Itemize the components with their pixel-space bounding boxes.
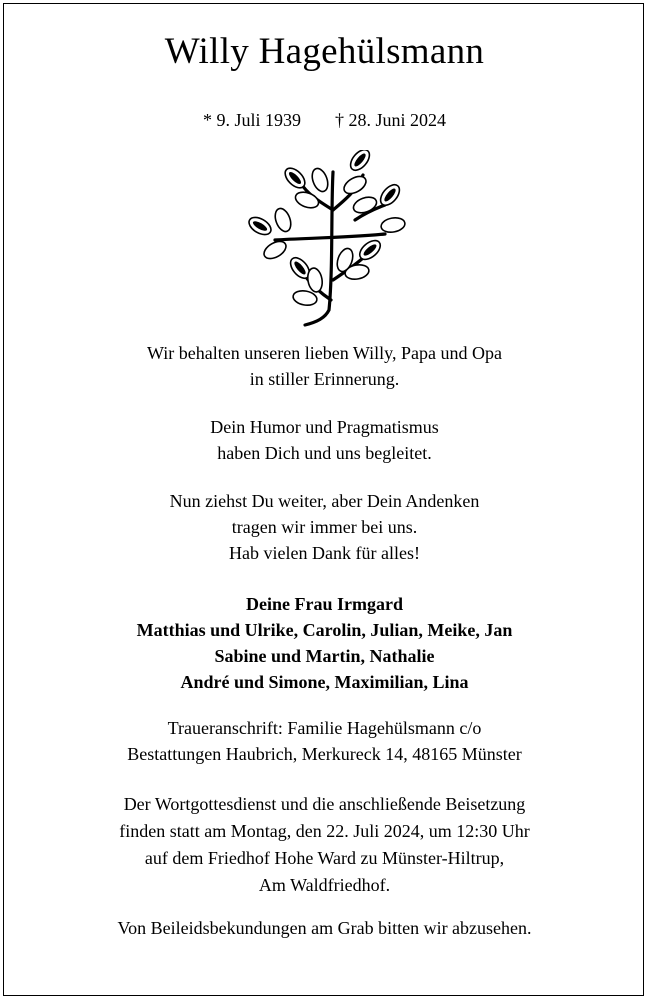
deceased-name: Willy Hagehülsmann <box>164 31 485 72</box>
poem-line: Wir behalten unseren lieben Willy, Papa und Opa <box>147 343 502 363</box>
humor-text <box>0 414 649 466</box>
birth-date: * 9. Juli 1939 <box>202 110 301 130</box>
poem-line: Nun ziehst Du weiter, aber Dein Andenken <box>169 491 480 511</box>
farewell-text <box>0 488 649 566</box>
service-line: auf dem Friedhof Hohe Ward zu Münster-Hiltrup, <box>144 848 505 868</box>
poem-line: tragen wir immer bei uns. <box>231 517 418 537</box>
remembrance-text <box>0 340 649 392</box>
leafy-cross-icon <box>245 150 415 330</box>
poem-line: Hab vielen Dank für alles! <box>229 543 420 563</box>
family-line: Matthias und Ulrike, Carolin, Julian, Meike, Jan <box>136 620 513 640</box>
family-line: Deine Frau Irmgard <box>246 594 403 614</box>
life-dates <box>0 110 649 131</box>
poem-line: Dein Humor und Pragmatismus <box>210 417 439 437</box>
family-line: André und Simone, Maximilian, Lina <box>180 672 469 692</box>
death-date: † 28. Juni 2024 <box>335 110 447 130</box>
family-line: Sabine und Martin, Nathalie <box>214 646 435 666</box>
service-line: Der Wortgottesdienst und die anschließende Beisetzung <box>123 794 526 814</box>
service-details <box>0 791 649 899</box>
address-line: Bestattungen Haubrich, Merkureck 14, 48165 Münster <box>127 744 522 764</box>
service-line: Am Waldfriedhof. <box>258 875 391 895</box>
closing-note: Von Beileidsbekundungen am Grab bitten wir abzusehen. <box>117 918 532 938</box>
address-line: Traueranschrift: Familie Hagehülsmann c/o <box>167 718 482 738</box>
poem-line: in stiller Erinnerung. <box>249 369 400 389</box>
mourning-address <box>0 715 649 767</box>
family-signatures <box>0 591 649 695</box>
service-line: finden statt am Montag, den 22. Juli 2024, um 12:30 Uhr <box>119 821 530 841</box>
poem-line: haben Dich und uns begleitet. <box>217 443 432 463</box>
